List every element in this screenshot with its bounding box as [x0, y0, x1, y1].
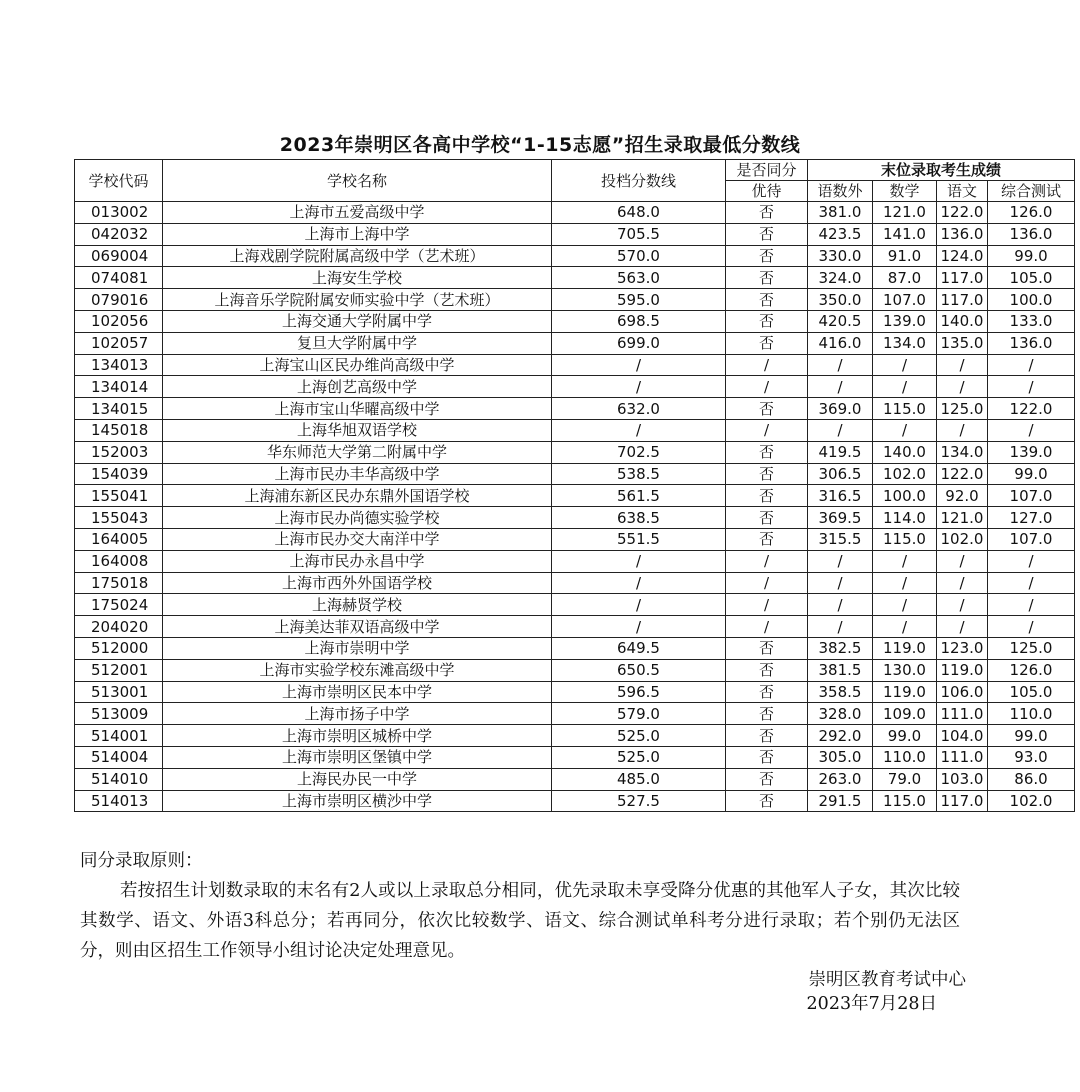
tie-preference-cell: 否 — [726, 223, 808, 245]
school-code-cell: 145018 — [75, 419, 163, 441]
table-row — [75, 354, 1075, 376]
score-comprehensive-cell: / — [988, 354, 1075, 376]
tie-preference-cell: 否 — [726, 310, 808, 332]
cutoff-score-cell: 551.5 — [552, 528, 726, 550]
school-code-cell: 513009 — [75, 703, 163, 725]
score-chinese-math-english-cell: 369.5 — [808, 507, 873, 529]
score-math-cell: / — [873, 376, 937, 398]
table-row — [75, 703, 1075, 725]
school-name-cell: 上海赫贤学校 — [163, 594, 552, 616]
tie-preference-cell: 否 — [726, 681, 808, 703]
school-name-cell: 上海华旭双语学校 — [163, 419, 552, 441]
score-math-cell: 114.0 — [873, 507, 937, 529]
score-comprehensive-cell: / — [988, 616, 1075, 638]
score-chinese-math-english-cell: 305.0 — [808, 746, 873, 768]
school-name-cell: 上海市民办尚德实验学校 — [163, 507, 552, 529]
score-math-cell: / — [873, 572, 937, 594]
table-row — [75, 616, 1075, 638]
header-school-name: 学校名称 — [163, 160, 552, 202]
school-name-cell: 上海创艺高级中学 — [163, 376, 552, 398]
tie-preference-cell: 否 — [726, 332, 808, 354]
school-code-cell: 164005 — [75, 528, 163, 550]
score-math-cell: 109.0 — [873, 703, 937, 725]
score-chinese-math-english-cell: 328.0 — [808, 703, 873, 725]
cutoff-score-cell: 702.5 — [552, 441, 726, 463]
score-chinese-math-english-cell: 358.5 — [808, 681, 873, 703]
score-chinese-cell: / — [937, 594, 988, 616]
school-name-cell: 上海市民办丰华高级中学 — [163, 463, 552, 485]
score-chinese-cell: 117.0 — [937, 289, 988, 311]
school-code-cell: 079016 — [75, 289, 163, 311]
table-row — [75, 398, 1075, 420]
school-code-cell: 042032 — [75, 223, 163, 245]
score-chinese-math-english-cell: / — [808, 376, 873, 398]
tie-preference-cell: / — [726, 550, 808, 572]
tie-preference-cell: 否 — [726, 507, 808, 529]
score-chinese-math-english-cell: / — [808, 550, 873, 572]
school-code-cell: 152003 — [75, 441, 163, 463]
school-code-cell: 514010 — [75, 768, 163, 790]
table-row — [75, 223, 1075, 245]
table-body — [75, 202, 1075, 812]
school-name-cell: 上海市上海中学 — [163, 223, 552, 245]
tie-rules-body: 若按招生计划数录取的末名有2人或以上录取总分相同，优先录取未享受降分优惠的其他军人子女，其次比较其数学、语文、外语3科总分；若再同分，依次比较数学、语文、综合测试单科考分进行录取；若个别仍无法区分，则由区招生工作领导小组讨论决定处理意见。 — [80, 881, 960, 961]
score-comprehensive-cell: 105.0 — [988, 267, 1075, 289]
score-chinese-cell: 117.0 — [937, 267, 988, 289]
cutoff-score-cell: 570.0 — [552, 245, 726, 267]
score-comprehensive-cell: 105.0 — [988, 681, 1075, 703]
school-code-cell: 155041 — [75, 485, 163, 507]
score-chinese-cell: 119.0 — [937, 659, 988, 681]
score-comprehensive-cell: / — [988, 572, 1075, 594]
cutoff-score-cell: 698.5 — [552, 310, 726, 332]
score-comprehensive-cell: 136.0 — [988, 332, 1075, 354]
score-chinese-math-english-cell: / — [808, 594, 873, 616]
score-math-cell: 87.0 — [873, 267, 937, 289]
score-math-cell: 110.0 — [873, 746, 937, 768]
score-math-cell: 119.0 — [873, 681, 937, 703]
score-chinese-cell: 104.0 — [937, 725, 988, 747]
school-name-cell: 上海市崇明区民本中学 — [163, 681, 552, 703]
score-comprehensive-cell: 125.0 — [988, 637, 1075, 659]
school-name-cell: 上海市崇明区城桥中学 — [163, 725, 552, 747]
cutoff-score-cell: / — [552, 594, 726, 616]
table-row — [75, 485, 1075, 507]
school-name-cell: 上海市宝山华曜高级中学 — [163, 398, 552, 420]
score-chinese-cell: 121.0 — [937, 507, 988, 529]
score-chinese-cell: / — [937, 419, 988, 441]
score-math-cell: 140.0 — [873, 441, 937, 463]
score-math-cell: 139.0 — [873, 310, 937, 332]
score-comprehensive-cell: 139.0 — [988, 441, 1075, 463]
score-comprehensive-cell: 100.0 — [988, 289, 1075, 311]
cutoff-score-cell: / — [552, 616, 726, 638]
score-chinese-cell: 122.0 — [937, 202, 988, 224]
tie-preference-cell: 否 — [726, 202, 808, 224]
school-name-cell: 上海交通大学附属中学 — [163, 310, 552, 332]
score-chinese-cell: / — [937, 376, 988, 398]
school-name-cell: 复旦大学附属中学 — [163, 332, 552, 354]
score-comprehensive-cell: 136.0 — [988, 223, 1075, 245]
score-math-cell: 134.0 — [873, 332, 937, 354]
score-math-cell: 141.0 — [873, 223, 937, 245]
score-comprehensive-cell: 99.0 — [988, 463, 1075, 485]
score-chinese-math-english-cell: 420.5 — [808, 310, 873, 332]
score-chinese-math-english-cell: / — [808, 572, 873, 594]
score-chinese-math-english-cell: 330.0 — [808, 245, 873, 267]
score-math-cell: 121.0 — [873, 202, 937, 224]
cutoff-score-cell: 595.0 — [552, 289, 726, 311]
tie-preference-cell: 否 — [726, 703, 808, 725]
score-math-cell: 115.0 — [873, 528, 937, 550]
cutoff-score-cell: 632.0 — [552, 398, 726, 420]
header-comprehensive-test: 综合测试 — [988, 181, 1075, 202]
header-math: 数学 — [873, 181, 937, 202]
school-name-cell: 上海浦东新区民办东鼎外国语学校 — [163, 485, 552, 507]
school-name-cell: 上海市扬子中学 — [163, 703, 552, 725]
score-chinese-math-english-cell: 263.0 — [808, 768, 873, 790]
document-title: 2023年崇明区各高中学校“1-15志愿”招生录取最低分数线 — [279, 134, 801, 156]
score-math-cell: 115.0 — [873, 790, 937, 812]
score-math-cell: 100.0 — [873, 485, 937, 507]
score-chinese-cell: 111.0 — [937, 746, 988, 768]
score-chinese-math-english-cell: 423.5 — [808, 223, 873, 245]
header-chinese: 语文 — [937, 181, 988, 202]
school-name-cell: 上海宝山区民办维尚高级中学 — [163, 354, 552, 376]
score-math-cell: / — [873, 594, 937, 616]
table-row — [75, 681, 1075, 703]
score-chinese-math-english-cell: 419.5 — [808, 441, 873, 463]
score-chinese-cell: 140.0 — [937, 310, 988, 332]
table-row — [75, 637, 1075, 659]
school-name-cell: 上海戏剧学院附属高级中学（艺术班） — [163, 245, 552, 267]
score-math-cell: 119.0 — [873, 637, 937, 659]
score-math-cell: 115.0 — [873, 398, 937, 420]
table-row — [75, 507, 1075, 529]
score-chinese-cell: 102.0 — [937, 528, 988, 550]
score-chinese-cell: 134.0 — [937, 441, 988, 463]
school-name-cell: 华东师范大学第二附属中学 — [163, 441, 552, 463]
score-math-cell: 91.0 — [873, 245, 937, 267]
score-chinese-math-english-cell: 316.5 — [808, 485, 873, 507]
cutoff-score-cell: 705.5 — [552, 223, 726, 245]
score-chinese-math-english-cell: 350.0 — [808, 289, 873, 311]
score-comprehensive-cell: / — [988, 594, 1075, 616]
score-comprehensive-cell: 133.0 — [988, 310, 1075, 332]
tie-preference-cell: 否 — [726, 245, 808, 267]
school-code-cell: 513001 — [75, 681, 163, 703]
school-code-cell: 514004 — [75, 746, 163, 768]
score-chinese-math-english-cell: 381.5 — [808, 659, 873, 681]
table-row — [75, 463, 1075, 485]
score-chinese-math-english-cell: 292.0 — [808, 725, 873, 747]
cutoff-score-cell: 699.0 — [552, 332, 726, 354]
school-name-cell: 上海市崇明区堡镇中学 — [163, 746, 552, 768]
score-chinese-math-english-cell: 315.5 — [808, 528, 873, 550]
score-math-cell: / — [873, 550, 937, 572]
score-chinese-cell: 117.0 — [937, 790, 988, 812]
school-code-cell: 155043 — [75, 507, 163, 529]
school-code-cell: 069004 — [75, 245, 163, 267]
cutoff-score-cell: 649.5 — [552, 637, 726, 659]
table-row — [75, 746, 1075, 768]
cutoff-score-cell: 525.0 — [552, 746, 726, 768]
school-code-cell: 514001 — [75, 725, 163, 747]
table-row — [75, 528, 1075, 550]
tie-preference-cell: / — [726, 616, 808, 638]
cutoff-score-cell: / — [552, 376, 726, 398]
score-math-cell: 102.0 — [873, 463, 937, 485]
score-chinese-cell: 125.0 — [937, 398, 988, 420]
school-code-cell: 512000 — [75, 637, 163, 659]
school-code-cell: 204020 — [75, 616, 163, 638]
header-cutoff-score: 投档分数线 — [552, 160, 726, 202]
score-chinese-cell: / — [937, 616, 988, 638]
cutoff-score-cell: 579.0 — [552, 703, 726, 725]
tie-preference-cell: 否 — [726, 289, 808, 311]
cutoff-score-cell: 638.5 — [552, 507, 726, 529]
cutoff-score-cell: 648.0 — [552, 202, 726, 224]
table-row — [75, 594, 1075, 616]
tie-preference-cell: 否 — [726, 267, 808, 289]
tie-preference-cell: 否 — [726, 659, 808, 681]
cutoff-score-cell: / — [552, 550, 726, 572]
school-code-cell: 164008 — [75, 550, 163, 572]
tie-preference-cell: / — [726, 594, 808, 616]
school-code-cell: 512001 — [75, 659, 163, 681]
score-chinese-math-english-cell: 382.5 — [808, 637, 873, 659]
header-tie-preference-line1: 是否同分 — [726, 160, 808, 181]
tie-preference-cell: 否 — [726, 463, 808, 485]
score-comprehensive-cell: 93.0 — [988, 746, 1075, 768]
school-code-cell: 514013 — [75, 790, 163, 812]
cutoff-score-cell: / — [552, 354, 726, 376]
score-math-cell: 130.0 — [873, 659, 937, 681]
table-row — [75, 572, 1075, 594]
score-chinese-math-english-cell: 381.0 — [808, 202, 873, 224]
score-math-cell: / — [873, 354, 937, 376]
tie-rules-section — [80, 846, 960, 966]
tie-preference-cell: 否 — [726, 725, 808, 747]
table-row — [75, 332, 1075, 354]
cutoff-score-cell: 650.5 — [552, 659, 726, 681]
tie-preference-cell: 否 — [726, 790, 808, 812]
score-chinese-cell: 92.0 — [937, 485, 988, 507]
admission-score-table — [74, 159, 1075, 812]
score-comprehensive-cell: 102.0 — [988, 790, 1075, 812]
score-chinese-math-english-cell: 369.0 — [808, 398, 873, 420]
school-code-cell: 013002 — [75, 202, 163, 224]
cutoff-score-cell: 538.5 — [552, 463, 726, 485]
tie-preference-cell: 否 — [726, 485, 808, 507]
school-code-cell: 102057 — [75, 332, 163, 354]
score-chinese-cell: 106.0 — [937, 681, 988, 703]
score-chinese-cell: / — [937, 354, 988, 376]
score-chinese-math-english-cell: 416.0 — [808, 332, 873, 354]
school-name-cell: 上海音乐学院附属安师实验中学（艺术班） — [163, 289, 552, 311]
score-math-cell: 99.0 — [873, 725, 937, 747]
score-comprehensive-cell: 126.0 — [988, 659, 1075, 681]
score-chinese-cell: / — [937, 572, 988, 594]
cutoff-score-cell: 485.0 — [552, 768, 726, 790]
school-name-cell: 上海市崇明中学 — [163, 637, 552, 659]
score-comprehensive-cell: 122.0 — [988, 398, 1075, 420]
score-chinese-cell: 111.0 — [937, 703, 988, 725]
school-name-cell: 上海美达菲双语高级中学 — [163, 616, 552, 638]
school-code-cell: 134013 — [75, 354, 163, 376]
score-comprehensive-cell: 107.0 — [988, 485, 1075, 507]
tie-preference-cell: / — [726, 572, 808, 594]
score-chinese-math-english-cell: / — [808, 354, 873, 376]
table-row — [75, 659, 1075, 681]
school-code-cell: 175024 — [75, 594, 163, 616]
cutoff-score-cell: 561.5 — [552, 485, 726, 507]
table-row — [75, 289, 1075, 311]
table-row — [75, 376, 1075, 398]
cutoff-score-cell: / — [552, 572, 726, 594]
tie-preference-cell: 否 — [726, 768, 808, 790]
score-math-cell: 79.0 — [873, 768, 937, 790]
table-row — [75, 245, 1075, 267]
score-chinese-cell: 123.0 — [937, 637, 988, 659]
score-comprehensive-cell: / — [988, 419, 1075, 441]
cutoff-score-cell: 527.5 — [552, 790, 726, 812]
score-comprehensive-cell: 110.0 — [988, 703, 1075, 725]
score-comprehensive-cell: 126.0 — [988, 202, 1075, 224]
school-name-cell: 上海市实验学校东滩高级中学 — [163, 659, 552, 681]
score-chinese-cell: 136.0 — [937, 223, 988, 245]
school-name-cell: 上海市民办交大南洋中学 — [163, 528, 552, 550]
tie-preference-cell: / — [726, 354, 808, 376]
score-comprehensive-cell: 86.0 — [988, 768, 1075, 790]
school-code-cell: 134015 — [75, 398, 163, 420]
table-row — [75, 441, 1075, 463]
table-row — [75, 725, 1075, 747]
cutoff-score-cell: 596.5 — [552, 681, 726, 703]
score-comprehensive-cell: 127.0 — [988, 507, 1075, 529]
school-name-cell: 上海民办民一中学 — [163, 768, 552, 790]
school-code-cell: 134014 — [75, 376, 163, 398]
issuer-name: 崇明区教育考试中心 — [808, 970, 966, 990]
score-chinese-cell: 135.0 — [937, 332, 988, 354]
score-chinese-cell: / — [937, 550, 988, 572]
header-school-code: 学校代码 — [75, 160, 163, 202]
table-row — [75, 202, 1075, 224]
tie-rules-heading: 同分录取原则： — [80, 851, 203, 871]
score-chinese-cell: 122.0 — [937, 463, 988, 485]
school-name-cell: 上海安生学校 — [163, 267, 552, 289]
tie-preference-cell: / — [726, 376, 808, 398]
tie-preference-cell: 否 — [726, 637, 808, 659]
school-name-cell: 上海市崇明区横沙中学 — [163, 790, 552, 812]
score-chinese-math-english-cell: 306.5 — [808, 463, 873, 485]
tie-preference-cell: 否 — [726, 398, 808, 420]
score-chinese-math-english-cell: 324.0 — [808, 267, 873, 289]
cutoff-score-cell: / — [552, 419, 726, 441]
tie-preference-cell: 否 — [726, 746, 808, 768]
score-math-cell: 107.0 — [873, 289, 937, 311]
tie-preference-cell: 否 — [726, 441, 808, 463]
table-row — [75, 310, 1075, 332]
score-comprehensive-cell: / — [988, 550, 1075, 572]
score-chinese-cell: 124.0 — [937, 245, 988, 267]
table-row — [75, 768, 1075, 790]
cutoff-score-cell: 525.0 — [552, 725, 726, 747]
score-comprehensive-cell: 107.0 — [988, 528, 1075, 550]
header-last-admitted-scores: 末位录取考生成绩 — [808, 160, 1075, 181]
school-code-cell: 175018 — [75, 572, 163, 594]
header-tie-preference-line2: 优待 — [726, 181, 808, 202]
school-code-cell: 102056 — [75, 310, 163, 332]
table-row — [75, 267, 1075, 289]
score-chinese-math-english-cell: 291.5 — [808, 790, 873, 812]
score-comprehensive-cell: 99.0 — [988, 725, 1075, 747]
table-row — [75, 790, 1075, 812]
tie-preference-cell: 否 — [726, 528, 808, 550]
header-chinese-math-english: 语数外 — [808, 181, 873, 202]
school-code-cell: 074081 — [75, 267, 163, 289]
school-name-cell: 上海市五爱高级中学 — [163, 202, 552, 224]
score-chinese-math-english-cell: / — [808, 419, 873, 441]
score-chinese-cell: 103.0 — [937, 768, 988, 790]
cutoff-score-cell: 563.0 — [552, 267, 726, 289]
score-math-cell: / — [873, 419, 937, 441]
score-math-cell: / — [873, 616, 937, 638]
school-code-cell: 154039 — [75, 463, 163, 485]
issue-date: 2023年7月28日 — [806, 994, 937, 1014]
school-name-cell: 上海市西外外国语学校 — [163, 572, 552, 594]
score-chinese-math-english-cell: / — [808, 616, 873, 638]
school-name-cell: 上海市民办永昌中学 — [163, 550, 552, 572]
score-comprehensive-cell: 99.0 — [988, 245, 1075, 267]
table-row — [75, 550, 1075, 572]
table-row — [75, 419, 1075, 441]
tie-preference-cell: / — [726, 419, 808, 441]
score-comprehensive-cell: / — [988, 376, 1075, 398]
